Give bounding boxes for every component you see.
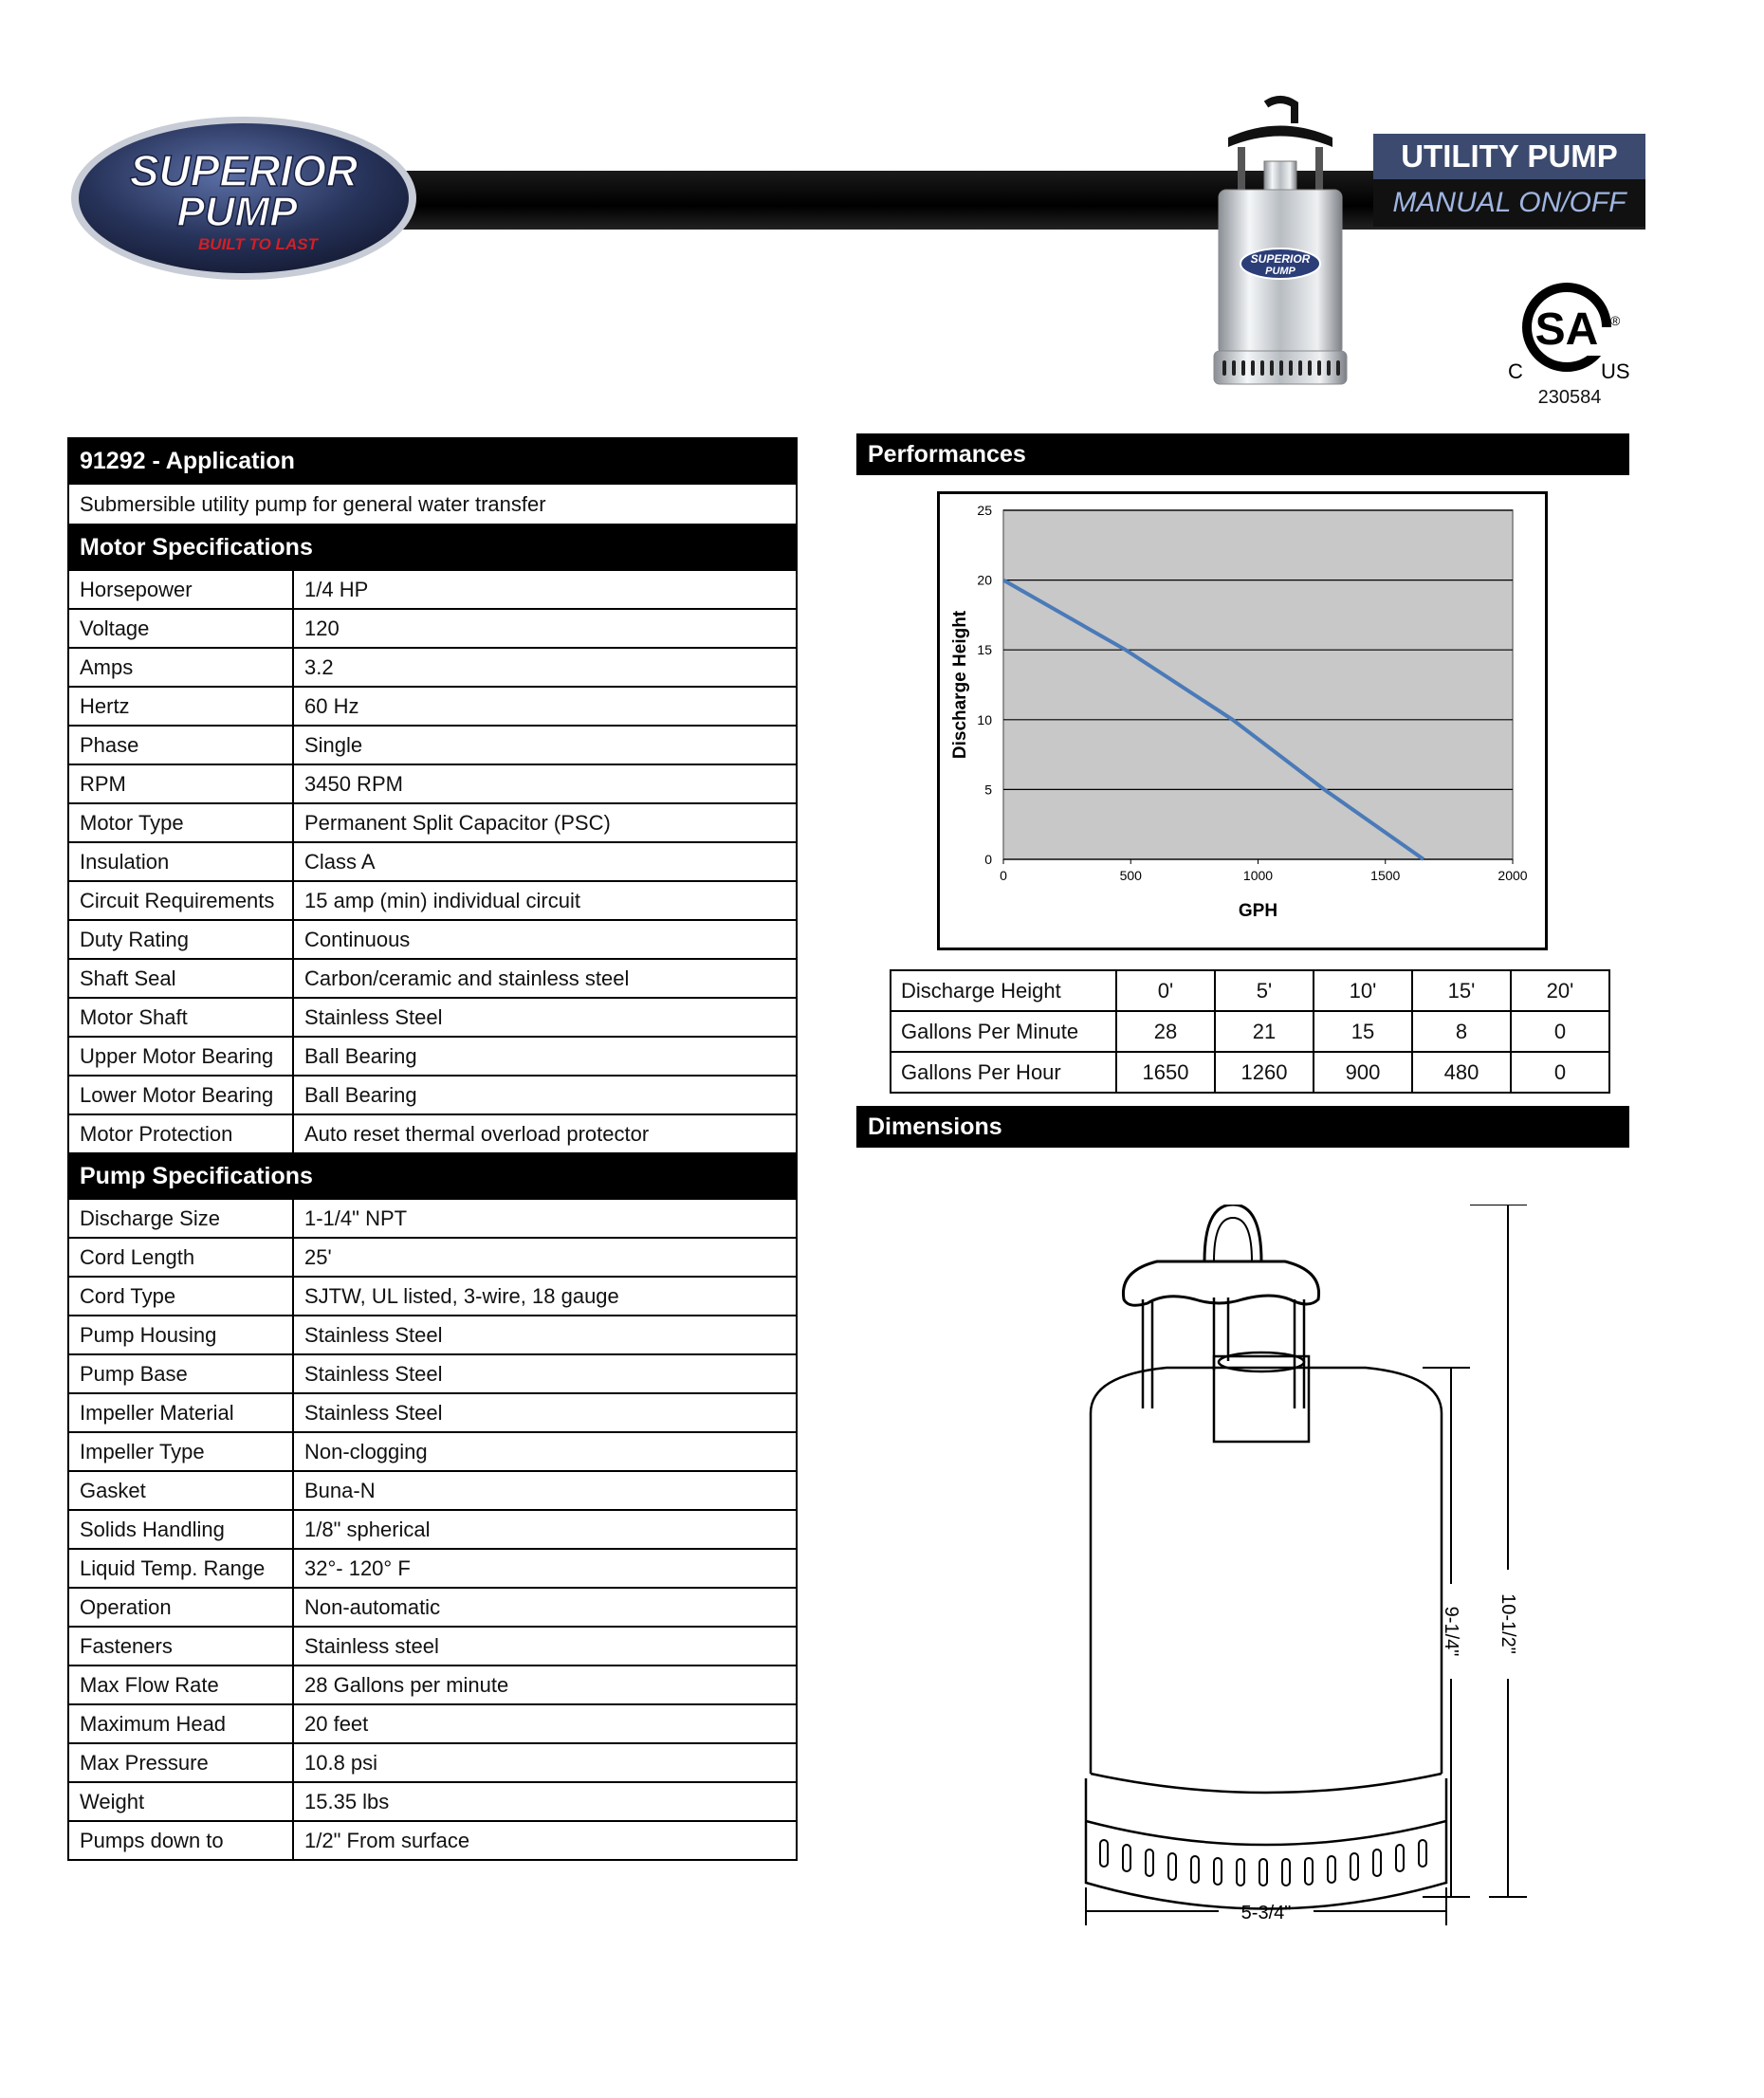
perf-cell: 8 (1412, 1011, 1511, 1052)
perf-cell: 28 (1116, 1011, 1215, 1052)
spec-label: Upper Motor Bearing (68, 1037, 293, 1076)
dimension-width: 5-3/4" (1240, 1903, 1292, 1923)
spec-row (68, 920, 797, 959)
spec-value: Stainless Steel (293, 1316, 797, 1354)
spec-label: Operation (68, 1588, 293, 1627)
spec-label: Motor Shaft (68, 998, 293, 1037)
spec-value: 1/4 HP (293, 570, 797, 609)
perf-cell: 480 (1412, 1052, 1511, 1093)
spec-label: Insulation (68, 842, 293, 881)
x-tick-label: 2000 (1498, 868, 1528, 883)
spec-label: Cord Type (68, 1277, 293, 1316)
x-tick-label: 500 (1119, 868, 1142, 883)
spec-label: Duty Rating (68, 920, 293, 959)
spec-value: Stainless Steel (293, 1354, 797, 1393)
spec-label: RPM (68, 764, 293, 803)
spec-row (68, 881, 797, 920)
x-axis-label: GPH (1238, 901, 1278, 921)
product-title-box (1373, 134, 1645, 227)
spec-row (68, 959, 797, 998)
photo-logo-line1: SUPERIOR (1250, 252, 1311, 266)
spec-value: Stainless Steel (293, 998, 797, 1037)
spec-row (68, 1627, 797, 1666)
perf-row (891, 1052, 1609, 1093)
y-tick-label: 0 (984, 852, 992, 867)
spec-label: Cord Length (68, 1238, 293, 1277)
performance-chart (937, 491, 1548, 950)
spec-row (68, 1782, 797, 1821)
spec-label: Liquid Temp. Range (68, 1549, 293, 1588)
dimensions-header: Dimensions (856, 1106, 1629, 1148)
spec-value: 25' (293, 1238, 797, 1277)
perf-label: Gallons Per Minute (891, 1011, 1116, 1052)
logo-tagline: BUILT TO LAST (198, 235, 318, 253)
spec-row (68, 1666, 797, 1704)
y-tick-label: 15 (977, 642, 992, 658)
spec-value: 20 feet (293, 1704, 797, 1743)
y-tick-label: 25 (977, 503, 992, 518)
performances-header: Performances (856, 433, 1629, 475)
spec-value: 15.35 lbs (293, 1782, 797, 1821)
spec-value: Class A (293, 842, 797, 881)
spec-label: Discharge Size (68, 1199, 293, 1238)
spec-value: 15 amp (min) individual circuit (293, 881, 797, 920)
spec-value: 3450 RPM (293, 764, 797, 803)
spec-value: 120 (293, 609, 797, 648)
x-tick-label: 1500 (1370, 868, 1401, 883)
y-tick-label: 5 (984, 782, 992, 798)
performance-table (890, 969, 1610, 1094)
spec-row (68, 687, 797, 726)
application-description: Submersible utility pump for general water transfer (68, 484, 797, 524)
spec-label: Max Pressure (68, 1743, 293, 1782)
spec-value: Continuous (293, 920, 797, 959)
csa-registered-mark: ® (1610, 313, 1621, 328)
spec-label: Max Flow Rate (68, 1666, 293, 1704)
spec-value: 60 Hz (293, 687, 797, 726)
spec-row (68, 1199, 797, 1238)
dimension-total-height: 10-1/2" (1498, 1593, 1518, 1654)
spec-row (68, 842, 797, 881)
perf-cell: 15 (1314, 1011, 1412, 1052)
spec-label: Pumps down to (68, 1821, 293, 1860)
perf-cell: 0 (1511, 1052, 1609, 1093)
perf-cell: 20' (1511, 970, 1609, 1011)
application-header-row (68, 438, 797, 484)
spec-row (68, 1316, 797, 1354)
spec-value: 10.8 psi (293, 1743, 797, 1782)
spec-row (68, 764, 797, 803)
spec-value: SJTW, UL listed, 3-wire, 18 gauge (293, 1277, 797, 1316)
spec-value: Carbon/ceramic and stainless steel (293, 959, 797, 998)
spec-row (68, 1238, 797, 1277)
dimensions-drawing (1053, 1205, 1527, 1935)
y-axis-label: Discharge Height (950, 610, 970, 760)
product-subtitle: MANUAL ON/OFF (1373, 179, 1645, 227)
spec-label: Pump Housing (68, 1316, 293, 1354)
perf-cell: 10' (1314, 970, 1412, 1011)
spec-value: Single (293, 726, 797, 764)
perf-cell: 21 (1215, 1011, 1314, 1052)
spec-value: Buna-N (293, 1471, 797, 1510)
spec-row (68, 1743, 797, 1782)
csa-c-label: C (1508, 359, 1523, 383)
spec-label: Amps (68, 648, 293, 687)
spec-label: Fasteners (68, 1627, 293, 1666)
spec-value: Ball Bearing (293, 1037, 797, 1076)
spec-label: Impeller Material (68, 1393, 293, 1432)
spec-row (68, 998, 797, 1037)
spec-label: Pump Base (68, 1354, 293, 1393)
spec-value: 32°- 120° F (293, 1549, 797, 1588)
spec-value: 3.2 (293, 648, 797, 687)
spec-row (68, 570, 797, 609)
spec-value: Stainless steel (293, 1627, 797, 1666)
perf-label: Discharge Height (891, 970, 1116, 1011)
spec-row (68, 1704, 797, 1743)
perf-cell: 900 (1314, 1052, 1412, 1093)
perf-row (891, 1011, 1609, 1052)
perf-cell: 1260 (1215, 1052, 1314, 1093)
spec-value: Permanent Split Capacitor (PSC) (293, 803, 797, 842)
x-tick-label: 0 (1000, 868, 1007, 883)
csa-mark-text: SA (1534, 304, 1599, 355)
application-header: 91292 - Application (68, 438, 797, 484)
csa-us-label: US (1601, 359, 1630, 383)
application-row (68, 484, 797, 524)
spec-row (68, 1588, 797, 1627)
spec-row (68, 1549, 797, 1588)
spec-row (68, 1393, 797, 1432)
spec-label: Weight (68, 1782, 293, 1821)
spec-label: Motor Type (68, 803, 293, 842)
y-tick-label: 20 (977, 572, 992, 588)
spec-row (68, 1277, 797, 1316)
perf-cell: 0' (1116, 970, 1215, 1011)
perf-label: Gallons Per Hour (891, 1052, 1116, 1093)
spec-row (68, 648, 797, 687)
spec-row (68, 803, 797, 842)
x-tick-label: 1000 (1242, 868, 1274, 883)
spec-label: Hertz (68, 687, 293, 726)
spec-value: 1/2" From surface (293, 1821, 797, 1860)
spec-label: Circuit Requirements (68, 881, 293, 920)
spec-label: Shaft Seal (68, 959, 293, 998)
superior-pump-logo (68, 114, 419, 283)
spec-row (68, 1510, 797, 1549)
perf-cell: 1650 (1116, 1052, 1215, 1093)
spec-row (68, 1037, 797, 1076)
perf-cell: 5' (1215, 970, 1314, 1011)
pump-photo (1200, 95, 1361, 398)
spec-row (68, 1432, 797, 1471)
spec-row (68, 1354, 797, 1393)
pump-header-row (68, 1153, 797, 1199)
photo-logo-line2: PUMP (1265, 266, 1295, 277)
spec-label: Voltage (68, 609, 293, 648)
spec-row (68, 726, 797, 764)
pump-specifications-header: Pump Specifications (68, 1153, 797, 1199)
perf-cell: 15' (1412, 970, 1511, 1011)
spec-value: Non-automatic (293, 1588, 797, 1627)
spec-value: 1/8" spherical (293, 1510, 797, 1549)
spec-label: Impeller Type (68, 1432, 293, 1471)
spec-table (67, 437, 798, 1861)
perf-row (891, 970, 1609, 1011)
spec-row (68, 1114, 797, 1153)
spec-row (68, 1076, 797, 1114)
spec-value: Stainless Steel (293, 1393, 797, 1432)
logo-line1: SUPERIOR (129, 146, 358, 195)
spec-label: Lower Motor Bearing (68, 1076, 293, 1114)
spec-label: Gasket (68, 1471, 293, 1510)
product-title: UTILITY PUMP (1373, 134, 1645, 179)
spec-label: Solids Handling (68, 1510, 293, 1549)
spec-row (68, 1471, 797, 1510)
spec-label: Maximum Head (68, 1704, 293, 1743)
motor-header-row (68, 524, 797, 570)
spec-value: Non-clogging (293, 1432, 797, 1471)
logo-line2: PUMP (176, 189, 298, 235)
spec-label: Horsepower (68, 570, 293, 609)
spec-value: Auto reset thermal overload protector (293, 1114, 797, 1153)
spec-row (68, 1821, 797, 1860)
y-tick-label: 10 (977, 711, 992, 727)
spec-label: Motor Protection (68, 1114, 293, 1153)
plot-area (1003, 510, 1513, 859)
spec-value: 1-1/4" NPT (293, 1199, 797, 1238)
perf-cell: 0 (1511, 1011, 1609, 1052)
spec-value: Ball Bearing (293, 1076, 797, 1114)
motor-specifications-header: Motor Specifications (68, 524, 797, 570)
certification-number: 230584 (1537, 387, 1602, 408)
spec-value: 28 Gallons per minute (293, 1666, 797, 1704)
dimension-body-height: 9-1/4" (1441, 1606, 1461, 1657)
spec-label: Phase (68, 726, 293, 764)
spec-row (68, 609, 797, 648)
